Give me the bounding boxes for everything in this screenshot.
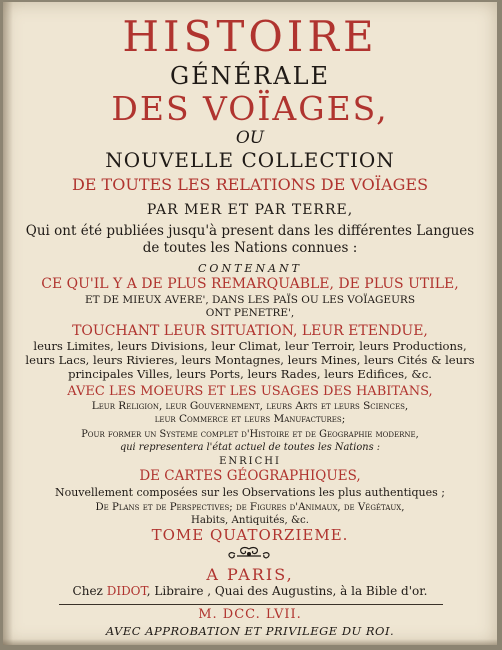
title-ou: OU [235, 128, 265, 148]
intro-line-2: de toutes les Nations connues : [142, 240, 358, 256]
volume-line: TOME QUATORZIEME. [151, 526, 349, 544]
list-line-1: leurs Limites, leurs Divisions, leur Climat, leur Terroir, leurs Productions, [33, 339, 467, 353]
religion-line-1: Leur Religion, leur Gouvernement, leurs Arts et leurs Sciences, [91, 400, 409, 412]
imprint-publisher: DIDOT [106, 584, 147, 598]
title-mer-terre: PAR MER ET PAR TERRE, [146, 202, 354, 218]
situation-line: TOUCHANT LEUR SITUATION, LEUR ETENDUE, [72, 323, 428, 339]
title-des-voiages: DES VOÏAGES, [111, 89, 389, 128]
title-nouvelle-collection: NOUVELLE COLLECTION [105, 148, 395, 172]
imprint-privilege: AVEC APPROBATION ET PRIVILEGE DU ROI. [105, 624, 395, 638]
composees-line: Nouvellement composées sur les Observations les plus authentiques ; [54, 486, 446, 499]
avere-line: ET DE MIEUX AVERE', DANS LES PAÏS OU LES VOÏAGEURS [84, 294, 416, 306]
fleuron-ornament [225, 546, 273, 560]
penetre-line: ONT PENETRE', [205, 307, 295, 319]
title-page [3, 2, 497, 645]
remarquable-line: CE QU'IL Y A DE PLUS REMARQUABLE, DE PLUS UTILE, [41, 276, 459, 292]
religion-line-2: leur Commerce et leurs Manufactures; [154, 413, 346, 425]
moeurs-line: AVEC LES MOEURS ET LES USAGES DES HABITANS, [67, 384, 433, 399]
list-line-3: principales Villes, leurs Ports, leurs Rades, leurs Edifices, &c. [68, 367, 432, 381]
list-line-2: leurs Lacs, leurs Rivieres, leurs Montagnes, leurs Mines, leurs Cités & leurs [25, 353, 475, 367]
imprint-year: M. DCC. LVII. [198, 607, 302, 622]
title-relations: DE TOUTES LES RELATIONS DE VOÏAGES [71, 175, 429, 194]
imprint-city: A PARIS, [206, 565, 294, 584]
imprint-address: , Libraire , Quai des Augustins, à la Bible d'or. [146, 584, 428, 598]
page-bottom-shadow [3, 639, 497, 645]
intro-line-1: Qui ont été publiées jusqu'à present dans les différentes Langues [25, 223, 475, 239]
plans-line-1: De Plans et de Perspectives; de Figures d'Animaux, de Végétaux, [95, 502, 405, 513]
systeme-line-2: qui representera l'état actuel de toutes les Nations : [119, 442, 381, 453]
contenant-label: CONTENANT [198, 262, 302, 275]
title-generale: GÉNÉRALE [169, 62, 331, 90]
plans-line-2: Habits, Antiquités, &c. [191, 515, 309, 526]
imprint-chez: Chez [72, 584, 103, 598]
title-histoire: HISTOIRE [122, 12, 378, 61]
cartes-line: DE CARTES GÉOGRAPHIQUES, [139, 468, 361, 484]
systeme-line-1: Pour former un Systeme complet d'Histoire et de Geographie moderne, [81, 429, 419, 440]
imprint-address-line [3, 585, 497, 597]
enrichi-label: ENRICHI [219, 456, 281, 467]
top-divider [59, 604, 443, 605]
